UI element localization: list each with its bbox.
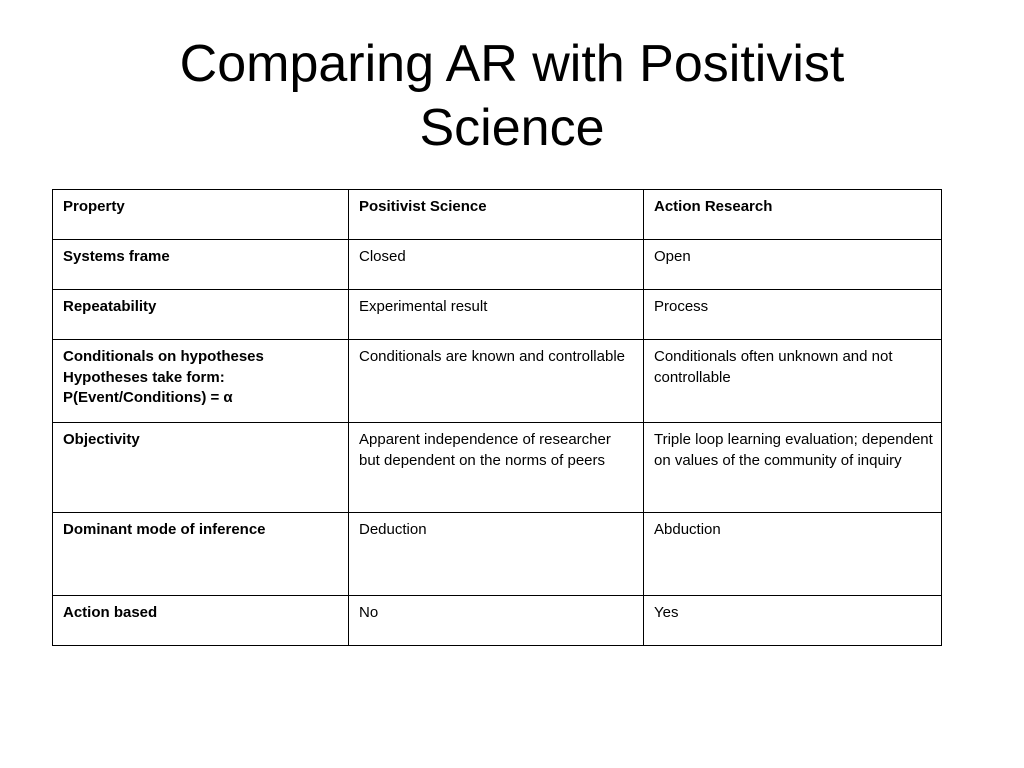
cell-positivist: Conditionals are known and controllable	[349, 340, 644, 423]
table-row	[53, 340, 942, 423]
cell-action: Yes	[644, 596, 942, 646]
cell-action: Conditionals often unknown and not controllable	[644, 340, 942, 423]
cell-property: Repeatability	[53, 290, 349, 340]
table-row	[53, 423, 942, 513]
table-row	[53, 240, 942, 290]
cell-property-line-3: P(Event/Conditions) = α	[63, 389, 233, 407]
cell-positivist: Deduction	[349, 513, 644, 596]
table-header-row	[53, 190, 942, 240]
cell-property: Action based	[53, 596, 349, 646]
cell-positivist: No	[349, 596, 644, 646]
cell-action: Triple loop learning evaluation; dependent on values of the community of inquiry	[644, 423, 942, 513]
table-row	[53, 513, 942, 596]
comparison-table	[52, 189, 942, 646]
slide-title-line-2: Science	[419, 99, 605, 157]
cell-action: Process	[644, 290, 942, 340]
header-property: Property	[53, 190, 349, 240]
cell-property-line-2: Hypotheses take form:	[63, 368, 225, 386]
table-row	[53, 290, 942, 340]
cell-property: Systems frame	[53, 240, 349, 290]
cell-property	[53, 340, 349, 423]
cell-action: Abduction	[644, 513, 942, 596]
cell-action: Open	[644, 240, 942, 290]
header-action-research: Action Research	[644, 190, 942, 240]
cell-property: Dominant mode of inference	[53, 513, 349, 596]
slide-title-line-1: Comparing AR with Positivist	[179, 35, 845, 93]
table-row	[53, 596, 942, 646]
header-positivist-science: Positivist Science	[349, 190, 644, 240]
slide-title	[0, 32, 1024, 160]
cell-positivist: Apparent independence of researcher but dependent on the norms of peers	[349, 423, 644, 513]
cell-property: Objectivity	[53, 423, 349, 513]
cell-positivist: Experimental result	[349, 290, 644, 340]
cell-property-line-1: Conditionals on hypotheses	[63, 348, 264, 365]
cell-positivist: Closed	[349, 240, 644, 290]
